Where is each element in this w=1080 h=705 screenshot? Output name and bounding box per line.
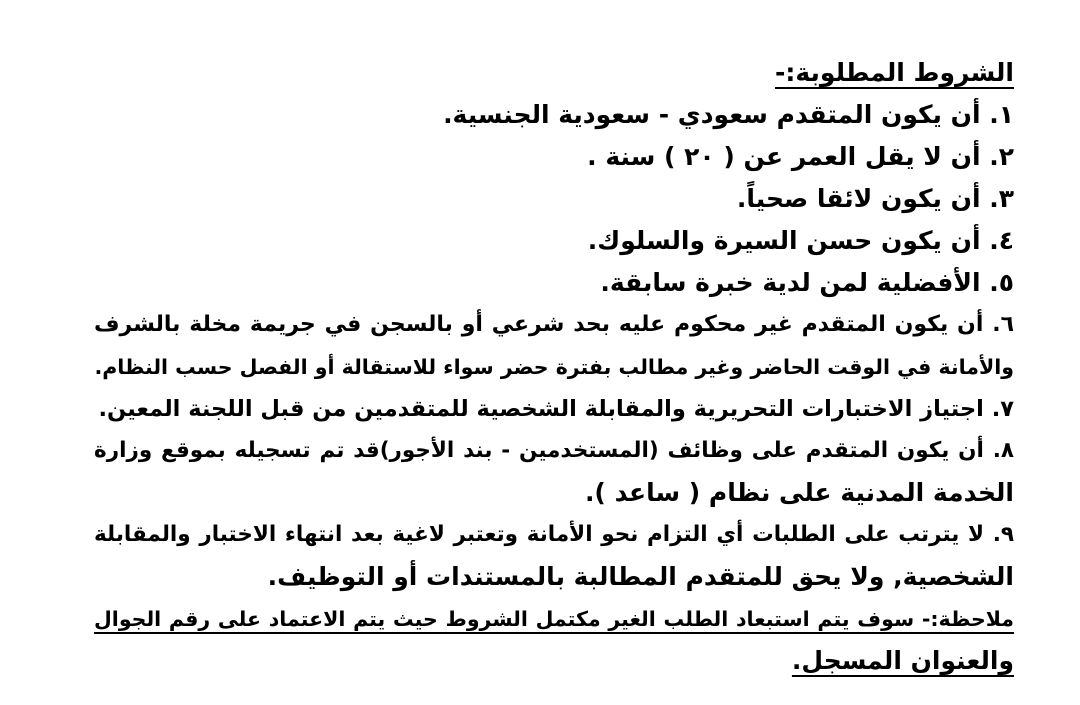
condition-4: ٤. أن يكون حسن السيرة والسلوك.	[587, 226, 1014, 255]
condition-7: ٧. اجتياز الاختبارات التحريرية والمقابلة الشخصية للمتقدمين من قبل اللجنة المعين.	[98, 396, 1014, 422]
condition-1: ١. أن يكون المتقدم سعودي - سعودية الجنسية.	[443, 100, 1014, 129]
condition-9-line-1: ٩. لا يترتب على الطلبات أي التزام نحو الأمانة وتعتبر لاغية بعد انتهاء الاختبار والمقابلة	[94, 522, 1014, 547]
requirements-document	[94, 52, 1014, 682]
requirements-heading: الشروط المطلوبة:-	[774, 58, 1014, 87]
condition-3: ٣. أن يكون لائقا صحياً.	[736, 184, 1014, 213]
condition-8-line-1: ٨. أن يكون المتقدم على وظائف (المستخدمين - بند الأجور)قد تم تسجيله بموقع وزارة	[94, 438, 1014, 463]
note-line-2: والعنوان المسجل.	[791, 646, 1014, 675]
condition-6-line-1: ٦. أن يكون المتقدم غير محكوم عليه بحد شرعي أو بالسجن في جريمة مخلة بالشرف	[94, 312, 1014, 337]
condition-8-line-2: الخدمة المدنية على نظام ( ساعد ).	[584, 478, 1014, 507]
condition-6-line-2: والأمانة في الوقت الحاضر وغير مطالب بفترة حضر سواء للاستقالة أو الفصل حسب النظام.	[94, 355, 1014, 379]
condition-9-line-2: الشخصية, ولا يحق للمتقدم المطالبة بالمستندات أو التوظيف.	[267, 562, 1014, 591]
note-line-1: ملاحظة:- سوف يتم استبعاد الطلب الغير مكتمل الشروط حيث يتم الاعتماد على رقم الجوال	[94, 607, 1014, 631]
condition-2: ٢. أن لا يقل العمر عن ( ٢٠ ) سنة .	[587, 142, 1014, 171]
condition-5: ٥. الأفضلية لمن لدية خبرة سابقة.	[600, 268, 1014, 297]
